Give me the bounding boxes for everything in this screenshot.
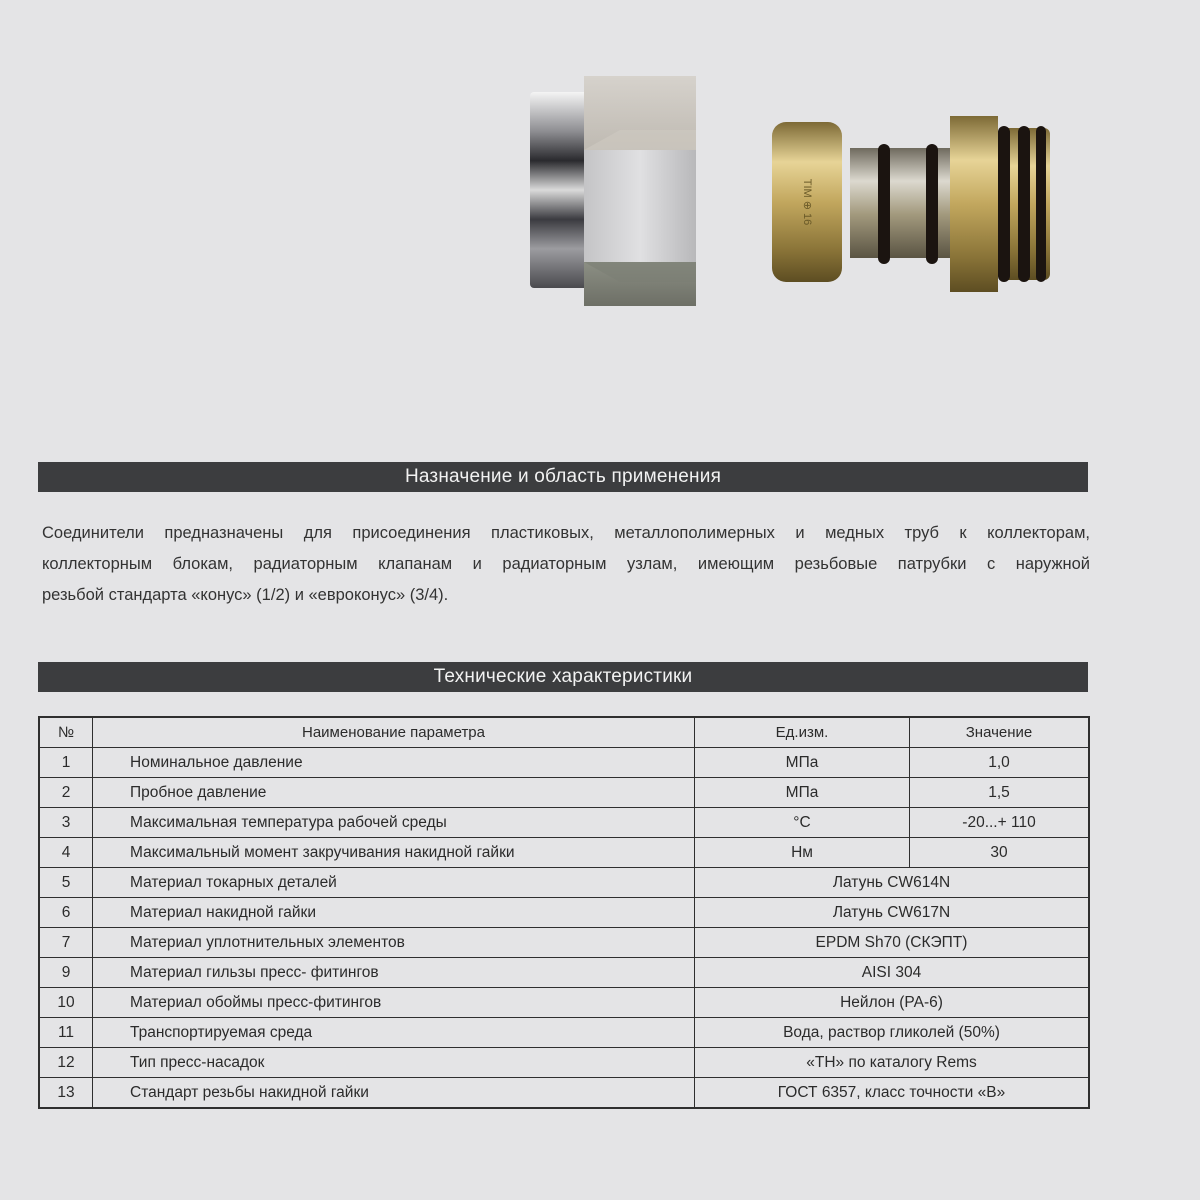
svg-text:TIM ⊕ 16: TIM ⊕ 16 xyxy=(801,178,813,226)
row-unit: МПа xyxy=(695,778,910,808)
row-parameter: Стандарт резьбы накидной гайки xyxy=(93,1078,695,1109)
table-row xyxy=(39,808,1089,838)
specs-title: Технические характеристики xyxy=(433,666,693,687)
table-row xyxy=(39,1018,1089,1048)
row-value: Нейлон (PA-6) xyxy=(695,988,1090,1018)
row-unit: Нм xyxy=(695,838,910,868)
row-parameter: Материал накидной гайки xyxy=(93,898,695,928)
row-number: 2 xyxy=(39,778,93,808)
table-row xyxy=(39,988,1089,1018)
table-row xyxy=(39,778,1089,808)
row-value: ГОСТ 6357, класс точности «В» xyxy=(695,1078,1090,1109)
table-row xyxy=(39,1078,1089,1109)
fitting-image xyxy=(520,60,1080,330)
row-number: 11 xyxy=(39,1018,93,1048)
row-unit: МПа xyxy=(695,748,910,778)
purpose-line: Соединители предназначены для присоединения пластиковых, металлополимерных и медных труб к коллекторам, xyxy=(42,524,1090,542)
specs-section-header xyxy=(38,662,1088,692)
row-unit: °С xyxy=(695,808,910,838)
product-illustration xyxy=(520,60,1080,330)
row-value: Вода, раствор гликолей (50%) xyxy=(695,1018,1090,1048)
row-number: 12 xyxy=(39,1048,93,1078)
row-value: Латунь CW614N xyxy=(695,868,1090,898)
row-parameter: Пробное давление xyxy=(93,778,695,808)
row-parameter: Материал токарных деталей xyxy=(93,868,695,898)
row-number: 5 xyxy=(39,868,93,898)
row-parameter: Тип пресс-насадок xyxy=(93,1048,695,1078)
row-parameter: Максимальный момент закручивания накидной гайки xyxy=(93,838,695,868)
row-parameter: Номинальное давление xyxy=(93,748,695,778)
table-row xyxy=(39,748,1089,778)
purpose-section-header xyxy=(38,462,1088,492)
table-row xyxy=(39,838,1089,868)
table-row xyxy=(39,928,1089,958)
row-value: 1,5 xyxy=(910,778,1090,808)
row-number: 10 xyxy=(39,988,93,1018)
purpose-line: коллекторным блокам, радиаторным клапанам и радиаторным узлам, имеющим резьбовые патрубки с наружной xyxy=(42,555,1090,573)
table-row xyxy=(39,868,1089,898)
row-number: 4 xyxy=(39,838,93,868)
row-value: -20...+ 110 xyxy=(910,808,1090,838)
row-parameter: Транспортируемая среда xyxy=(93,1018,695,1048)
header-unit: Ед.изм. xyxy=(695,717,910,748)
row-number: 13 xyxy=(39,1078,93,1109)
row-value: «TH» по каталогу Rems xyxy=(695,1048,1090,1078)
header-name: Наименование параметра xyxy=(93,717,695,748)
purpose-line: резьбой стандарта «конус» (1/2) и «евроконус» (3/4). xyxy=(42,586,449,604)
row-value: 1,0 xyxy=(910,748,1090,778)
row-number: 6 xyxy=(39,898,93,928)
row-parameter: Максимальная температура рабочей среды xyxy=(93,808,695,838)
header-value: Значение xyxy=(910,717,1090,748)
table-row xyxy=(39,1048,1089,1078)
row-value: AISI 304 xyxy=(695,958,1090,988)
row-number: 7 xyxy=(39,928,93,958)
row-number: 9 xyxy=(39,958,93,988)
purpose-title: Назначение и область применения xyxy=(404,466,722,487)
table-row xyxy=(39,898,1089,928)
row-parameter: Материал обоймы пресс-фитингов xyxy=(93,988,695,1018)
row-parameter: Материал уплотнительных элементов xyxy=(93,928,695,958)
table-row xyxy=(39,958,1089,988)
table-header-row xyxy=(39,717,1089,748)
row-value: Латунь CW617N xyxy=(695,898,1090,928)
row-number: 3 xyxy=(39,808,93,838)
header-num: № xyxy=(39,717,93,748)
row-value: EPDM Sh70 (СКЭПТ) xyxy=(695,928,1090,958)
specs-table xyxy=(38,716,1090,1109)
row-number: 1 xyxy=(39,748,93,778)
purpose-paragraph xyxy=(42,518,1090,611)
row-parameter: Материал гильзы пресс- фитингов xyxy=(93,958,695,988)
row-value: 30 xyxy=(910,838,1090,868)
